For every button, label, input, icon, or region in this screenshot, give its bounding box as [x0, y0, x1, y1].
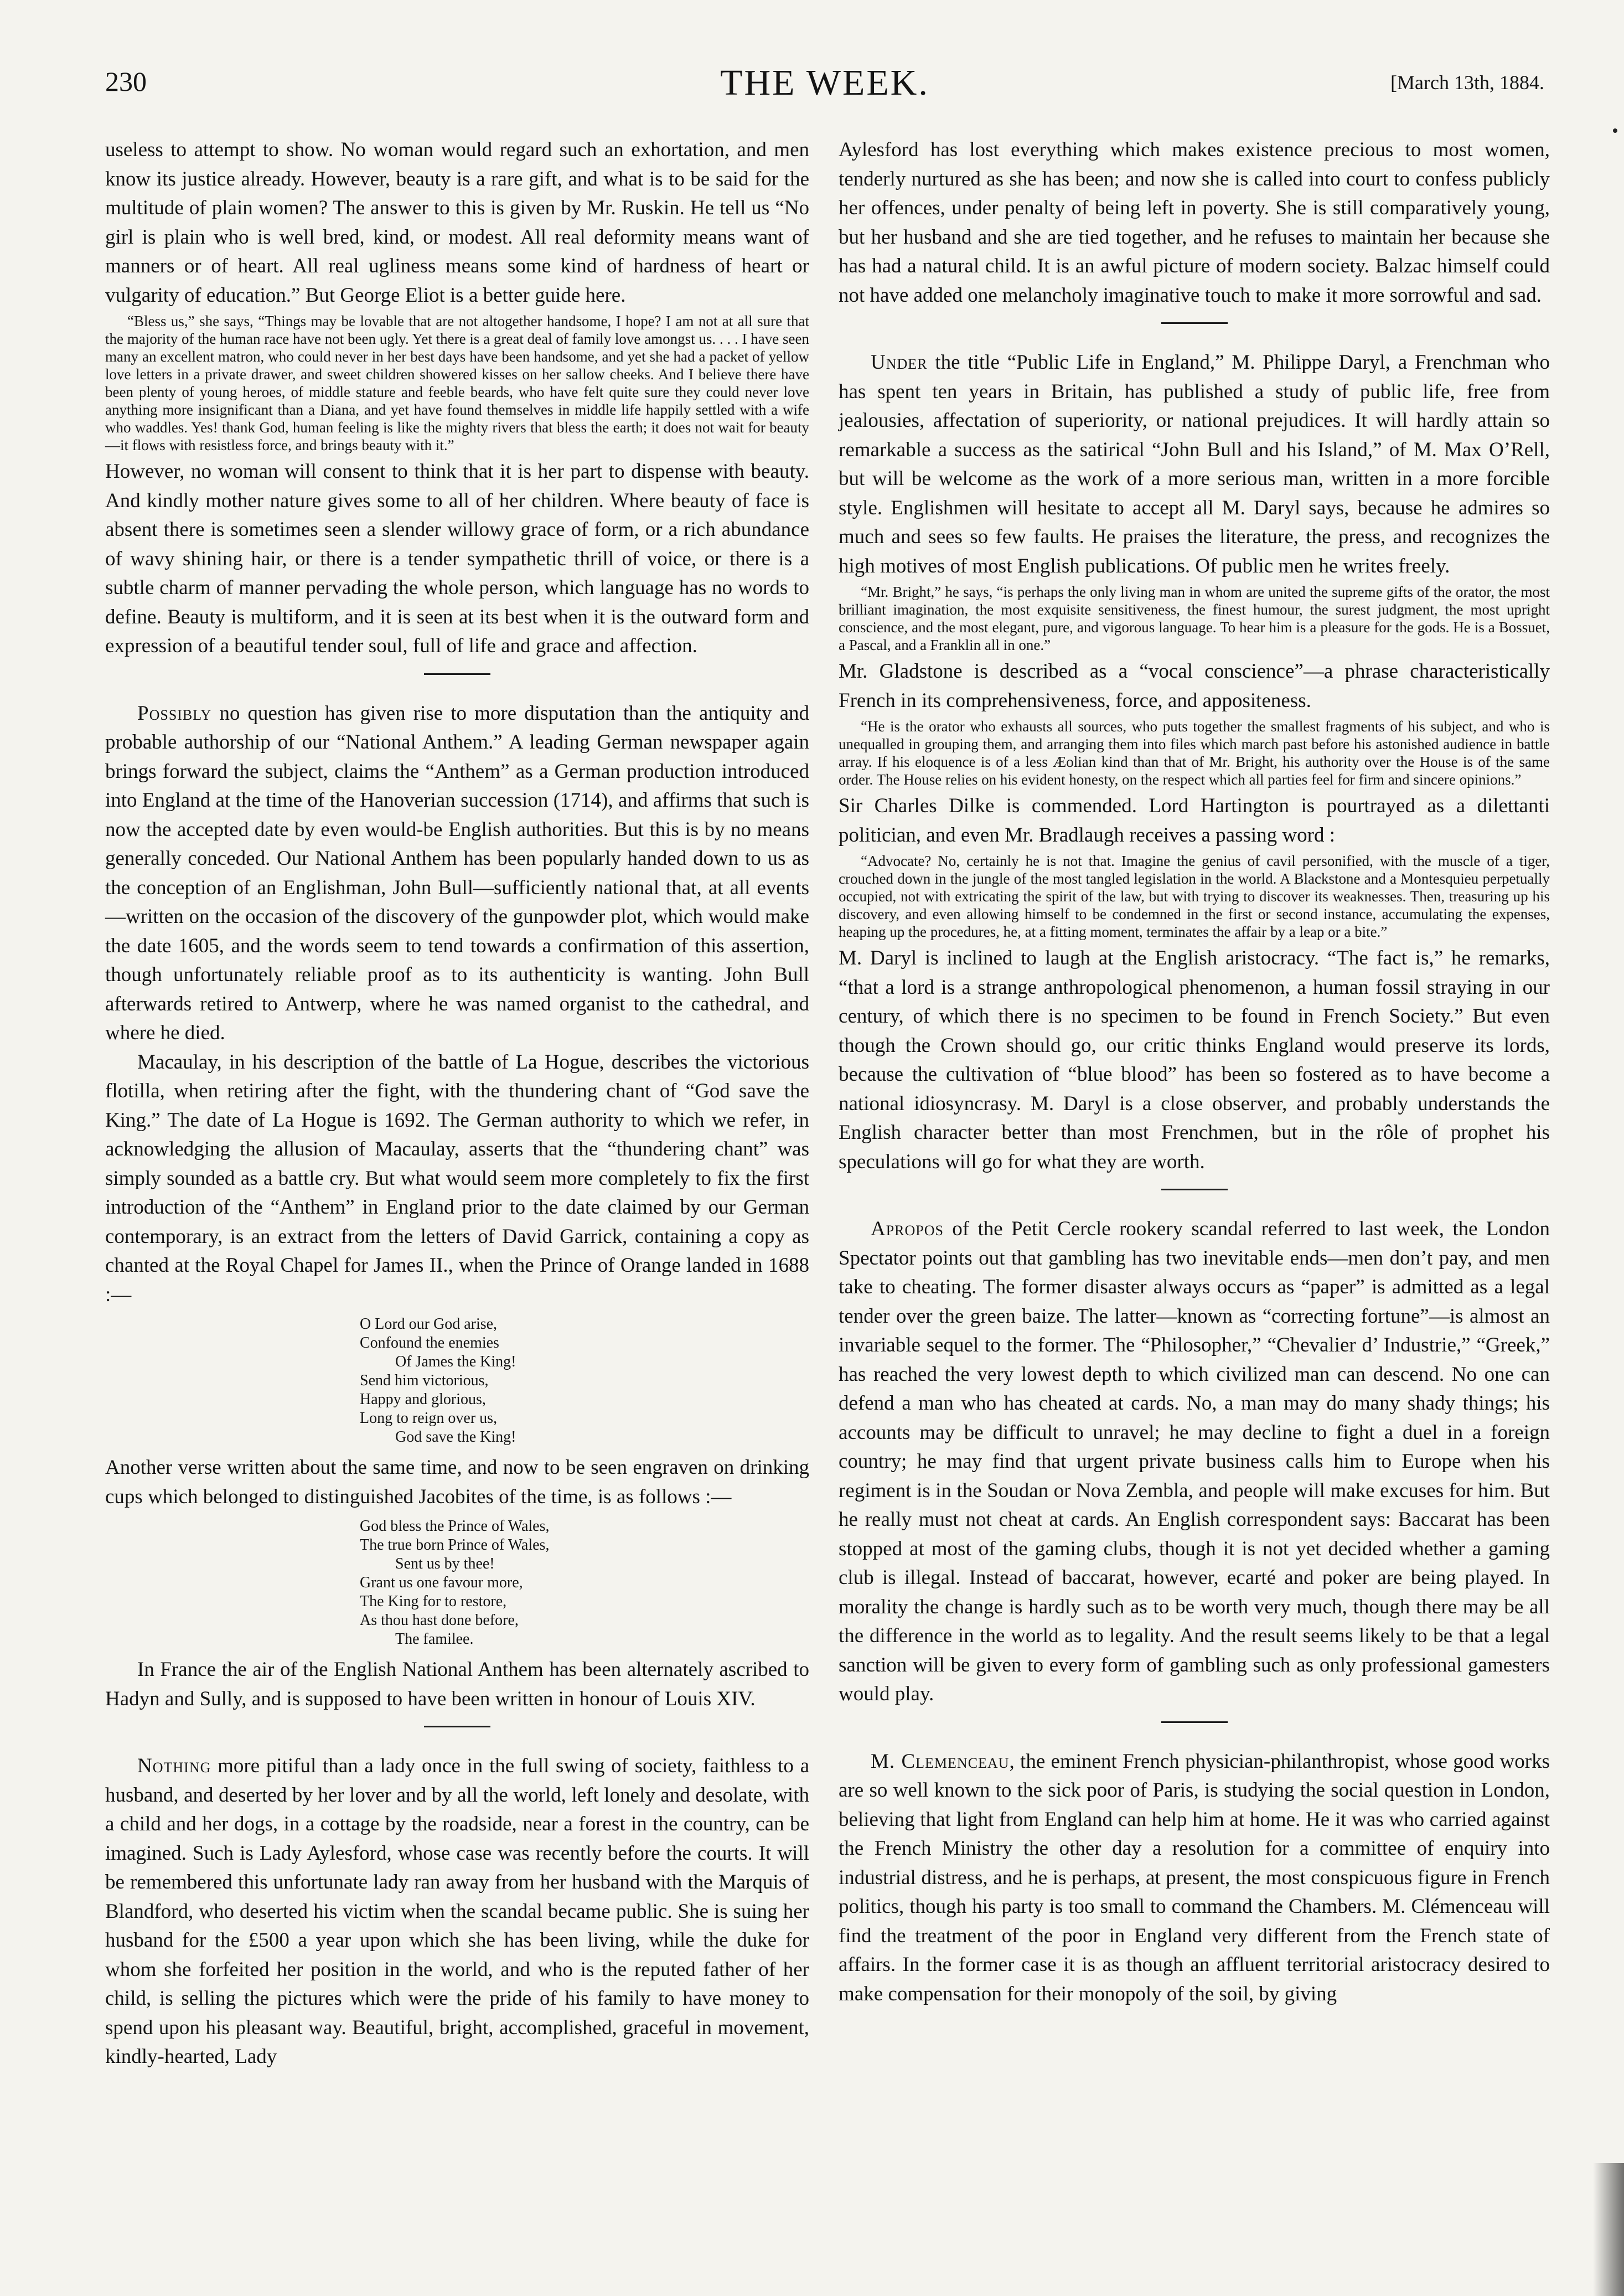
- verse-garrick: [360, 1315, 809, 1447]
- verse-line: Sent us by thee!: [395, 1555, 495, 1572]
- paragraph-dilke: Sir Charles Dilke is commended. Lord Hartington is pourtrayed as a dilettanti politician, and even Mr. Bradlaugh receives a passing word :: [839, 794, 1550, 847]
- verse-line: O Lord our God arise,: [360, 1315, 498, 1333]
- section-divider: [424, 1726, 490, 1727]
- paragraph-text: , the eminent French physician-philanthropist, whose good works are so well known to the sick poor of Paris, is studying the social question in London, believing that light from England can help him at home. He it was who carried against the French Ministry the other day a resolution for a committee of enquiry into industrial distress, and he is perhaps, at present, the most conspicuous figure in French politics, though his party is too small to command the Chambers. M. Clémenceau will find the treatment of the poor in England very different from the French state of affairs. In the former case it is as though an affluent territorial aristocracy desired to make compensation for their monopoly of the soil, by giving: [839, 1750, 1550, 2005]
- paragraph-text: more pitiful than a lady once in the full swing of society, faithless to a husband, and deserted by her lover and by all the world, left lonely and desolate, with a child and her dogs, in a cottage by the roadside, near a forest in the country, can be imagined. Such is Lady Aylesford, whose case was recently before the courts. It will be remembered this unfortunate lady ran away from her husband with the Marquis of Blandford, who deserted his victim when the scandal became public. She is suing her husband for the £500 a year upon which she has been living, while the duke for whom she forfeited her position in the world, and who is the reputed father of her child, is selling the pictures which were the pride of his family to have money to spend upon his pleasant way. Beautiful, bright, accomplished, graceful in movement, kindly-hearted, Lady: [105, 1755, 809, 2068]
- paragraph-text: no question has given rise to more disputation than the antiquity and probable authorship of our “National Anthem.” A leading German newspaper again brings forward the subject, claims the “Anthem” as a German production introduced into England at the time of the Hanoverian succession (1714), and affirms that such is now the accepted date by even would-be English authorities. But this is by no means generally conceded. Our National Anthem has been popularly handed down to us as the conception of an Englishman, John Bull—sufficiently national that, at all events—written on the occasion of the discovery of the gunpowder plot, which would make the date 1605, and the words seem to tend towards a confirmation of this assertion, though unfortunately reliable proof as to its authenticity is wanting. John Bull afterwards retired to Antwerp, where he was named organist to the cathedral, and where he died.: [105, 701, 809, 1044]
- paragraph-aristocracy: M. Daryl is inclined to laugh at the English aristocracy. “The fact is,” he remarks, “that a lord is a strange anthropological phenomenon, a human fossil straying in our century, of which there is no specimen to be found in French Society.” But even though the Crown should go, our critic thinks England would preserve its lords, because the cultivation of “blue blood” has been so fostered as to have become a national idiosyncrasy. M. Daryl is a close observer, and probably understands the English character better than most Frenchmen, but in the rôle of prophet his speculations will go for what they are worth.: [839, 947, 1550, 1173]
- paragraph-public-life: [839, 348, 1550, 581]
- scan-edge-shadow: [1593, 2163, 1624, 2296]
- section-divider: [1161, 1189, 1228, 1190]
- quote-george-eliot: “Bless us,” she says, “Things may be lovable that are not altogether handsome, I hope? I am not at all sure that the majority of the human race have not been ugly. Yet there is a great deal of family love amongst us. . . . I have seen many an excellent matron, who could never in her best days have been handsome, and yet she had a packet of yellow love letters in a private drawer, and sweet children showered kisses on her sallow cheeks. And I believe there have been plenty of young heroes, of middle stature and feeble beards, who have felt quite sure they could never love anything more insignificant than a Diana, and yet have found themselves in middle life happily settled with a wife who waddles. Yes! thank God, human feeling is like the mighty rivers that bless the earth; it does not wait for beauty—it flows with resistless force, and brings beauty with it.”: [105, 313, 809, 453]
- paragraph-gambling: [839, 1215, 1550, 1709]
- issue-date: [March 13th, 1884.: [1390, 71, 1544, 94]
- lead-word: Nothing: [137, 1755, 211, 1777]
- verse-line: Confound the enemies: [360, 1334, 499, 1351]
- lead-word: Possibly: [137, 701, 212, 725]
- quote-bright: “Mr. Bright,” he says, “is perhaps the only living man in whom are united the supreme gifts of the orator, the most brilliant imagination, the most exquisite sensitiveness, the finest humour, the surest judgment, the most upright conscience, and the most elegant, pure, and vigorous language. To hear him is a pleasure for the gods. He is a Bossuet, a Pascal, and a Franklin all in one.”: [839, 584, 1550, 653]
- verse-line: Happy and glorious,: [360, 1391, 486, 1408]
- right-column: [839, 136, 1550, 2009]
- quote-gladstone: “He is the orator who exhausts all sources, who puts together the smallest fragments of his subject, and who is unequalled in grouping them, and arranging them into files which march past before his astonished audience in battle array. If his eloquence is of a less Æolian kind than that of Mr. Bright, his authority over the House is of the same order. The House relies on his evident honesty, on the respect which all parties feel for firm and sincere opinions.”: [839, 718, 1550, 788]
- quote-bradlaugh: “Advocate? No, certainly he is not that. Imagine the genius of cavil personified, with the muscle of a tiger, crouched down in the jungle of the most tangled legislation in the world. A Blackstone and a Montesquieu perpetually occupied, not with extricating the spirit of the law, but with trying to discover its weaknesses. Then, treasuring up his discovery, and even allowing himself to be condemned in the first or second instance, accumulating the expenses, heaping up the procedures, he, at a fitting moment, terminates the affair by a leap or a bite.”: [839, 853, 1550, 940]
- section-divider: [1161, 322, 1228, 324]
- verse-line: The familee.: [395, 1631, 474, 1648]
- paragraph-text: of the Petit Cercle rookery scandal referred to last week, the London Spectator points out that gambling has two inevitable ends—men don’t pay, and men take to cheating. The former disaster always occurs as “paper” is admitted as a legal tender over the green baize. The latter—known as “correcting fortune”—is almost an invariable sequel to the former. The “Philosopher,” “Chevalier d’ Industrie,” “Greek,” has reached the very lowest depth to which civilized man can descend. No one can defend a man who has cheated at cards. No, a man may do many shady things; his accounts may be difficult to unravel; he may decline to fight a duel in a foreign country; he may find that urgent private business calls him to Europe when his regiment is in the Soudan or Nova Zembla, and people will make excuses for him. But he really must not cheat at cards. An English correspondent says: Baccarat has been stopped at most of the gaming clubs, though it is not yet decided whether a gaming club is illegal. Instead of baccarat, however, ecarté and poker are being played. In morality the change is hardly such as to be worth very much, though there may be all the difference in the world as to legality. And the result seems likely to be that a legal sanction will be given to every form of gambling such as only professional gamesters would play.: [839, 1217, 1550, 1705]
- left-column: [105, 136, 809, 2072]
- paragraph-beauty-cont: However, no woman will consent to think that it is her part to dispense with beauty. And kindly mother nature gives some to all of her children. Where beauty of face is absent there is sometimes seen a slender willowy grace of form, or a rich abundance of wavy shining hair, or there is a tender sympathetic thrill of voice, or there is a subtle charm of manner pervading the whole person, which language has no words to define. Beauty is multiform, and it is seen at its best when it is the outward form and expression of a beautiful tender soul, full of life and grace and affection.: [105, 460, 809, 657]
- verse-line: Send him victorious,: [360, 1372, 489, 1389]
- page-header: [105, 65, 1544, 115]
- verse-line: God bless the Prince of Wales,: [360, 1518, 550, 1535]
- paragraph-anthem: [105, 699, 809, 1048]
- verse-line: As thou hast done before,: [360, 1612, 519, 1629]
- publication-title: THE WEEK.: [720, 63, 929, 103]
- paragraph-beauty: useless to attempt to show. No woman would regard such an exhortation, and men know its justice already. However, beauty is a rare gift, and what is to be said for the multitude of plain women? The answer to this is given by Mr. Ruskin. He tell us “No girl is plain who is well bred, kind, or modest. All real deformity means want of manners or of heart. All real ugliness means some kind of hardness of heart or vulgarity of education.” But George Eliot is a better guide here.: [105, 138, 809, 307]
- paragraph-lady-aylesford: [105, 1752, 809, 2072]
- scan-speck: [1613, 128, 1617, 133]
- verse-line: The King for to restore,: [360, 1593, 507, 1610]
- verse-jacobite: [360, 1517, 809, 1649]
- verse-line: God save the King!: [395, 1428, 516, 1446]
- verse-line: Long to reign over us,: [360, 1410, 498, 1427]
- paragraph-text: the title “Public Life in England,” M. Philippe Daryl, a Frenchman who has spent ten years in Britain, has published a study of public life, free from jealousies, affectation of superiority, or national prejudices. It will hardly attain so remarkable a success as the satirical “John Bull and his Island,” of M. Max O’Rell, but will be welcome as the work of a more serious man, written in a more forcible style. Englishmen will hesitate to accept all M. Daryl says, because he admires so much and sees so few faults. He praises the literature, the press, and recognizes the high motives of most English publications. Of public men he writes freely.: [839, 351, 1550, 577]
- page-number: 230: [105, 66, 147, 97]
- paragraph-france-anthem: In France the air of the English National Anthem has been alternately ascribed to Hadyn and Sully, and is supposed to have been written in honour of Louis XIV.: [105, 1658, 809, 1710]
- paragraph-gladstone: Mr. Gladstone is described as a “vocal conscience”—a phrase characteristically French in its comprehensiveness, force, and appositeness.: [839, 660, 1550, 712]
- verse-line: Grant us one favour more,: [360, 1574, 523, 1591]
- verse-line: Of James the King!: [395, 1353, 516, 1370]
- paragraph-jacobite: Another verse written about the same time, and now to be seen engraven on drinking cups which belonged to distinguished Jacobites of the time, is as follows :—: [105, 1456, 809, 1508]
- lead-word: Apropos: [871, 1217, 944, 1240]
- paragraph-clemenceau: [839, 1747, 1550, 2009]
- paragraph-aylesford-cont: Aylesford has lost everything which makes existence precious to most women, tenderly nurtured as she has been; and now she is called into court to confess publicly her offences, under penalty of being left in poverty. She is still comparatively young, but her husband and she are tied together, and he refuses to maintain her because she has had a natural child. It is an awful picture of modern society. Balzac himself could not have added one melancholy imaginative touch to make it more sorrowful and sad.: [839, 138, 1550, 307]
- paragraph-macaulay: Macaulay, in his description of the battle of La Hogue, describes the victorious flotilla, when retiring after the fight, with the thundering chant of “God save the King.” The date of La Hogue is 1692. The German authority to which we refer, in acknowledging the allusion of Macaulay, asserts that the “thundering chant” was simply sounded as a battle cry. But what would seem more completely to fix the first introduction of the “Anthem” in England prior to the date claimed by our German contemporary, is an extract from the letters of David Garrick, containing a copy as chanted at the Royal Chapel for James II., when the Prince of Orange landed in 1688 :—: [105, 1050, 809, 1306]
- section-divider: [424, 673, 490, 675]
- lead-word: Under: [871, 351, 928, 374]
- lead-word: M. Clemenceau: [871, 1750, 1010, 1773]
- section-divider: [1161, 1721, 1228, 1723]
- verse-line: The true born Prince of Wales,: [360, 1536, 550, 1554]
